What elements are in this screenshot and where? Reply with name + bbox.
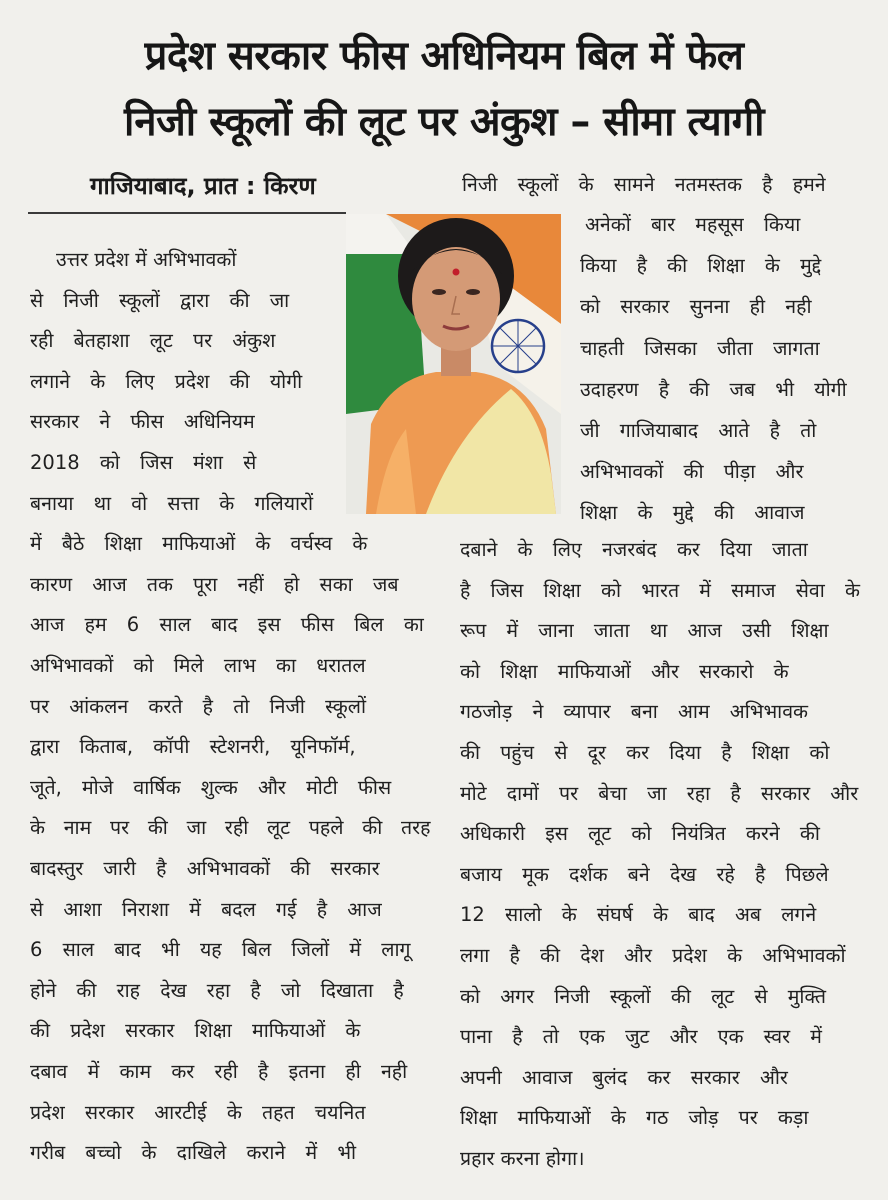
article-line: कारण आज तक पूरा नहीं हो सका जब — [30, 572, 399, 596]
article-line: की पहुंच से दूर कर दिया है शिक्षा को — [460, 741, 830, 764]
article-line: में बैठे शिक्षा माफियाओं के वर्चस्व के — [30, 532, 368, 556]
article-line: जूते, मोजे वार्षिक शुल्क और मोटी फीस — [30, 775, 392, 799]
article-line: बनाया था वो सत्ता के गलियारों — [30, 491, 314, 515]
article-line: को अगर निजी स्कूलों की लूट से मुक्ति — [460, 984, 827, 1008]
article-line: शिक्षा माफियाओं के गठ जोड़ पर कड़ा — [460, 1106, 809, 1130]
article-line: होने की राह देख रहा है जो दिखाता है — [30, 978, 404, 1002]
article-line: पर आंकलन करते है तो निजी स्कूलों — [30, 694, 367, 718]
dateline: गाजियाबाद, प्रात : किरण — [90, 172, 316, 200]
article-line: शिक्षा के मुद्दे की आवाज — [580, 501, 805, 525]
portrait-photo — [346, 214, 561, 514]
article-line: अभिभावकों को मिले लाभ का धरातल — [30, 654, 366, 677]
article-line: प्रहार करना होगा। — [460, 1147, 585, 1170]
article-line: द्वारा किताब, कॉपी स्टेशनरी, यूनिफॉर्म, — [30, 735, 356, 759]
article-line: बजाय मूक दर्शक बने देख रहे है पिछले — [460, 862, 829, 886]
article-line: निजी स्कूलों के सामने नतमस्तक है हमने — [462, 173, 826, 196]
article-line: 2018 को जिस मंशा से — [30, 451, 257, 474]
article-line: अधिकारी इस लूट को नियंत्रित करने की — [460, 822, 820, 846]
article-line: अभिभावकों की पीड़ा और — [580, 460, 804, 484]
article-line: अपनी आवाज बुलंद कर सरकार और — [460, 1065, 788, 1089]
article-line: बादस्तुर जारी है अभिभावकों की सरकार — [30, 857, 380, 880]
article-line: जी गाजियाबाद आते है तो — [580, 419, 817, 442]
article-line: अनेकों बार महसूस किया — [585, 213, 801, 236]
article-line: से निजी स्कूलों द्वारा की जा — [30, 288, 290, 312]
article-line: गठजोड़ ने व्यापार बना आम अभिभावक — [460, 700, 809, 724]
article-line: लगाने के लिए प्रदेश की योगी — [30, 369, 303, 393]
article-line: को शिक्षा माफियाओं और सरकारो के — [460, 659, 789, 683]
article-line: है जिस शिक्षा को भारत में समाज सेवा के — [460, 578, 860, 602]
article-line: 12 सालो के संघर्ष के बाद अब लगने — [460, 903, 817, 927]
divider — [28, 212, 346, 214]
article-line: 6 साल बाद भी यह बिल जिलों में लागू — [30, 938, 411, 962]
article-line: से आशा निराशा में बदल गई है आज — [30, 897, 382, 921]
headline-line-2: निजी स्कूलों की लूट पर अंकुश – सीमा त्यागी — [124, 99, 764, 145]
article-line: दबाने के लिए नजरबंद कर दिया जाता — [460, 538, 808, 561]
article-line: पाना है तो एक जुट और एक स्वर में — [460, 1025, 822, 1049]
article-line: को सरकार सुनना ही नही — [580, 295, 812, 319]
article-line: उदाहरण है की जब भी योगी — [580, 377, 847, 401]
article-line: उत्तर प्रदेश में अभिभावकों — [56, 248, 237, 271]
headline-line-1: प्रदेश सरकार फीस अधिनियम बिल में फेल — [144, 33, 744, 79]
article-line: प्रदेश सरकार आरटीई के तहत चयनित — [30, 1100, 366, 1124]
article-line: मोटे दामों पर बेचा जा रहा है सरकार और — [460, 781, 859, 805]
article-line: चाहती जिसका जीता जागता — [580, 336, 820, 360]
article-line: किया है की शिक्षा के मुद्दे — [580, 254, 822, 278]
article-line: सरकार ने फीस अधिनियम — [30, 410, 255, 434]
article-line: रही बेतहाशा लूट पर अंकुश — [30, 329, 276, 353]
article-line: के नाम पर की जा रही लूट पहले की तरह — [30, 816, 431, 840]
article-line: की प्रदेश सरकार शिक्षा माफियाओं के — [30, 1019, 361, 1043]
article-line: रूप में जाना जाता था आज उसी शिक्षा — [460, 619, 829, 643]
article-line: गरीब बच्चो के दाखिले कराने में भी — [30, 1141, 357, 1165]
article-line: आज हम 6 साल बाद इस फीस बिल का — [30, 613, 424, 637]
article-line: दबाव में काम कर रही है इतना ही नही — [30, 1060, 408, 1083]
article-line: लगा है की देश और प्रदेश के अभिभावकों — [460, 944, 846, 967]
